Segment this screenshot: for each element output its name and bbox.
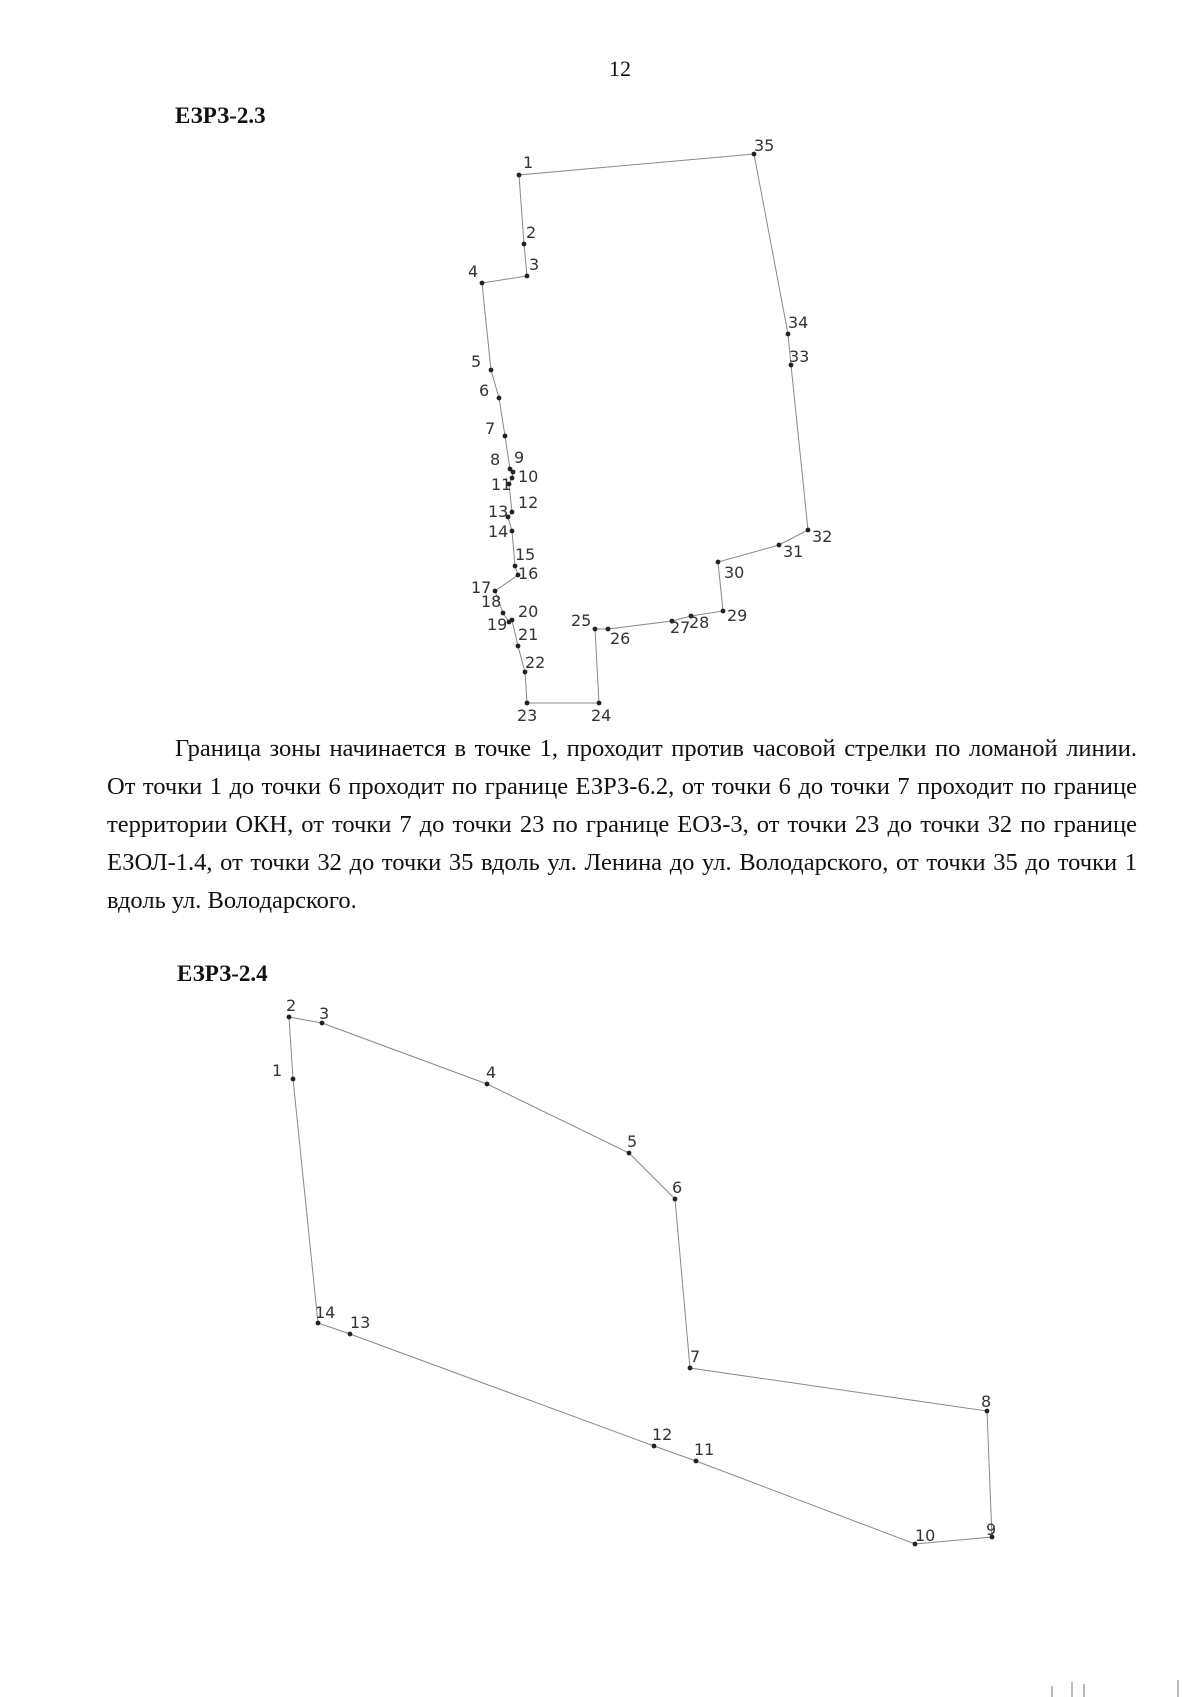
ezrz-2-4-vertex-label-13: 13 — [350, 1313, 371, 1332]
zone-title-ezrz-2-4: ЕЗРЗ-2.4 — [177, 961, 268, 986]
ezrz-2-3-vertex-label-16: 16 — [518, 564, 539, 583]
ezrz-2-4-vertex-label-11: 11 — [694, 1440, 715, 1459]
boundary-description: Граница зоны начинается в точке 1, проходит против часовой стрелки по ломаной линии. От точки 1 до точки 6 проходит по границе ЕЗРЗ-6.2, от точки 6 до точки 7 проходит по границе территории ОКН, от точки 7 до точки 23 по границе ЕОЗ-3, от точки 23 до точки 32 по границе ЕЗОЛ-1.4, от точки 32 до точки 35 вдоль ул. Ленина до ул. Володарского, от точки 35 до точки 1 вдоль ул. Володарского. — [107, 735, 1137, 914]
ezrz-2-4-vertex-label-8: 8 — [981, 1392, 992, 1411]
ezrz-2-3-vertex-label-29: 29 — [727, 606, 748, 625]
ezrz-2-3-vertex-label-6: 6 — [479, 381, 490, 400]
ezrz-2-3-vertex-label-20: 20 — [518, 602, 539, 621]
ezrz-2-3-vertex-label-11: 11 — [491, 475, 512, 494]
ezrz-2-3-vertex-label-30: 30 — [724, 563, 745, 582]
ezrz-2-3-vertex-label-2: 2 — [526, 223, 537, 242]
ezrz-2-4-vertex-label-2: 2 — [286, 996, 297, 1015]
ezrz-2-3-vertex-label-7: 7 — [485, 419, 496, 438]
page-number: 12 — [609, 56, 631, 81]
ezrz-2-3-vertex-label-1: 1 — [523, 153, 534, 172]
ezrz-2-4-vertex-label-6: 6 — [672, 1178, 683, 1197]
ezrz-2-3-vertex-label-35: 35 — [754, 136, 775, 155]
ezrz-2-3-vertex-label-28: 28 — [689, 613, 710, 632]
ezrz-2-3-vertex-label-14: 14 — [488, 522, 509, 541]
ezrz-2-3-vertex-label-34: 34 — [788, 313, 809, 332]
ezrz-2-3-vertex-label-27: 27 — [670, 618, 691, 637]
ezrz-2-3-vertex-label-24: 24 — [591, 706, 612, 725]
ezrz-2-3-vertex-label-19: 19 — [487, 615, 508, 634]
ezrz-2-4-vertex-label-10: 10 — [915, 1526, 936, 1545]
zone-title-ezrz-2-3: ЕЗРЗ-2.3 — [175, 103, 266, 128]
ezrz-2-3-vertex-label-10: 10 — [518, 467, 539, 486]
ezrz-2-3-vertex-label-18: 18 — [481, 592, 502, 611]
ezrz-2-4-vertex-label-3: 3 — [319, 1004, 330, 1023]
ezrz-2-3-vertex-label-33: 33 — [789, 347, 810, 366]
ezrz-2-3-vertex-label-13: 13 — [488, 502, 509, 521]
ezrz-2-3-vertex-label-5: 5 — [471, 352, 482, 371]
ezrz-2-4-vertex-label-9: 9 — [986, 1520, 997, 1539]
ezrz-2-4-vertex-label-1: 1 — [272, 1061, 283, 1080]
ezrz-2-3-vertex-label-4: 4 — [468, 262, 479, 281]
ezrz-2-3-vertex-label-31: 31 — [783, 542, 804, 561]
ezrz-2-3-vertex-label-32: 32 — [812, 527, 833, 546]
ezrz-2-3-vertex-label-22: 22 — [525, 653, 546, 672]
ezrz-2-3-vertex-label-15: 15 — [515, 545, 536, 564]
ezrz-2-3-vertex-label-23: 23 — [517, 706, 538, 725]
ezrz-2-4-vertex-label-5: 5 — [627, 1132, 638, 1151]
ezrz-2-4-vertex-label-14: 14 — [315, 1303, 336, 1322]
ezrz-2-3-vertex-label-9: 9 — [514, 448, 525, 467]
ezrz-2-4-vertex-label-7: 7 — [690, 1347, 701, 1366]
ezrz-2-3-vertex-label-17: 17 — [471, 578, 492, 597]
ezrz-2-3-vertex-label-8: 8 — [490, 450, 501, 469]
ezrz-2-3-vertex-label-12: 12 — [518, 493, 539, 512]
ezrz-2-3-vertex-label-26: 26 — [610, 629, 631, 648]
ezrz-2-3-vertex-label-25: 25 — [571, 611, 592, 630]
ezrz-2-4-vertex-label-12: 12 — [652, 1425, 673, 1444]
ezrz-2-3-vertex-label-21: 21 — [518, 625, 539, 644]
ezrz-2-4-vertex-label-4: 4 — [486, 1063, 497, 1082]
ezrz-2-3-vertex-label-3: 3 — [529, 255, 540, 274]
